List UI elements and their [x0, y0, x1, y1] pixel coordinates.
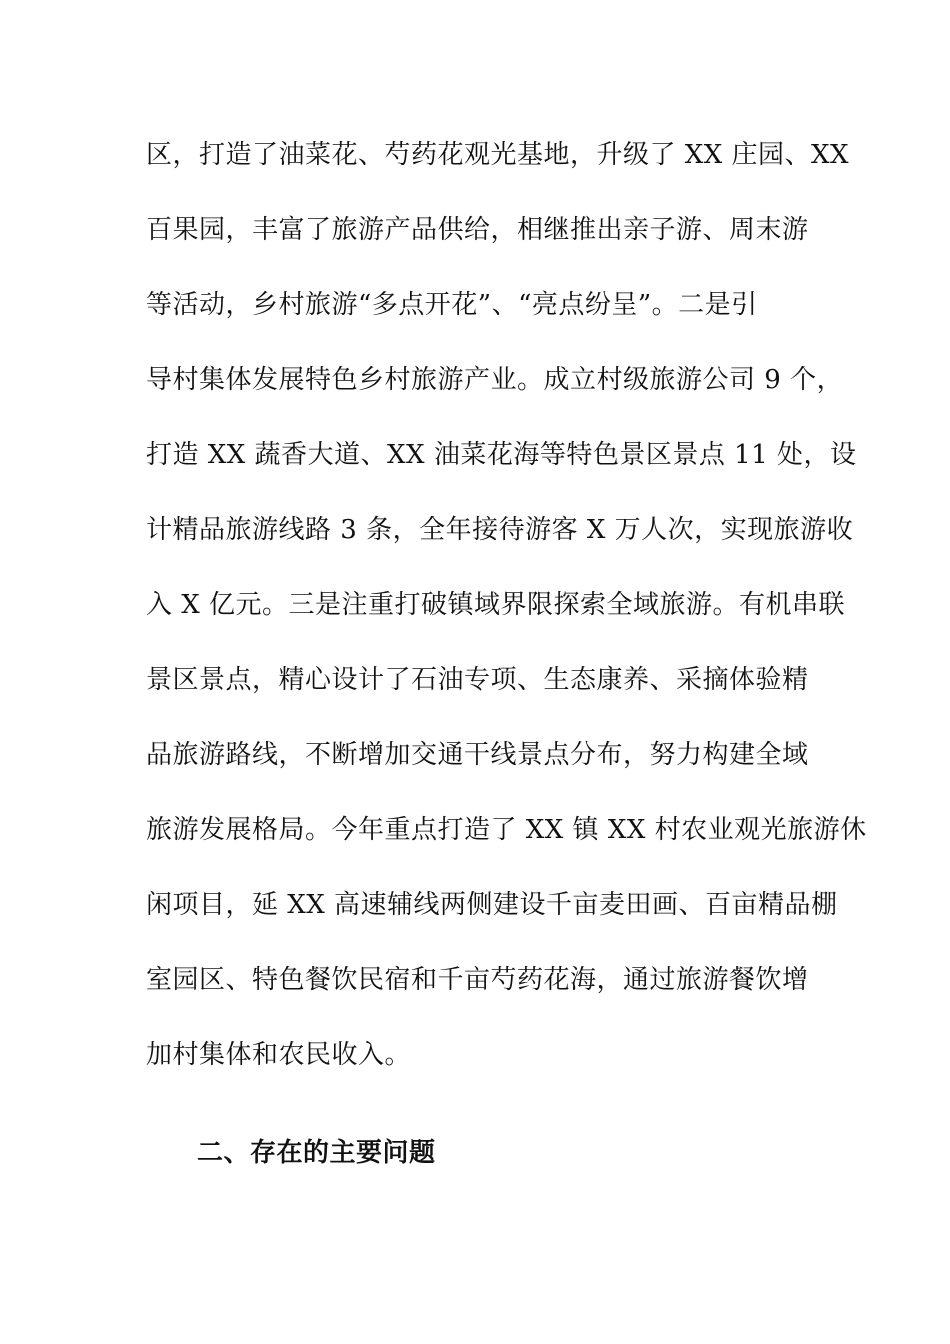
paragraph-line-10: 旅游发展格局。今年重点打造了 XX 镇 XX 村农业观光旅游休: [146, 815, 867, 845]
paragraph-line-7: 入 X 亿元。三是注重打破镇域界限探索全域旅游。有机串联: [146, 590, 846, 620]
paragraph-line-1: 区，打造了油菜花、芍药花观光基地，升级了 XX 庄园、XX: [146, 140, 850, 170]
section-heading: 二、存在的主要问题: [197, 1138, 436, 1168]
paragraph-line-8: 景区景点，精心设计了石油专项、生态康养、采摘体验精: [146, 665, 809, 695]
paragraph-line-9: 品旅游路线，不断增加交通干线景点分布，努力构建全域: [146, 740, 809, 770]
paragraph-line-12: 室园区、特色餐饮民宿和千亩芍药花海，通过旅游餐饮增: [146, 965, 809, 995]
paragraph-line-5: 打造 XX 蔬香大道、XX 油菜花海等特色景区景点 11 处，设: [146, 440, 857, 470]
body-paragraph: [146, 132, 867, 1107]
paragraph-line-2: 百果园，丰富了旅游产品供给，相继推出亲子游、周末游: [146, 215, 809, 245]
paragraph-line-11: 闲项目，延 XX 高速辅线两侧建设千亩麦田画、百亩精品棚: [146, 890, 838, 920]
paragraph-line-13: 加村集体和农民收入。: [146, 1040, 412, 1070]
paragraph-line-3: 等活动，乡村旅游“多点开花”、“亮点纷呈”。二是引: [146, 290, 758, 320]
paragraph-line-6: 计精品旅游线路 3 条，全年接待游客 X 万人次，实现旅游收: [146, 515, 854, 545]
paragraph-line-4: 导村集体发展特色乡村旅游产业。成立村级旅游公司 9 个，: [146, 365, 844, 395]
